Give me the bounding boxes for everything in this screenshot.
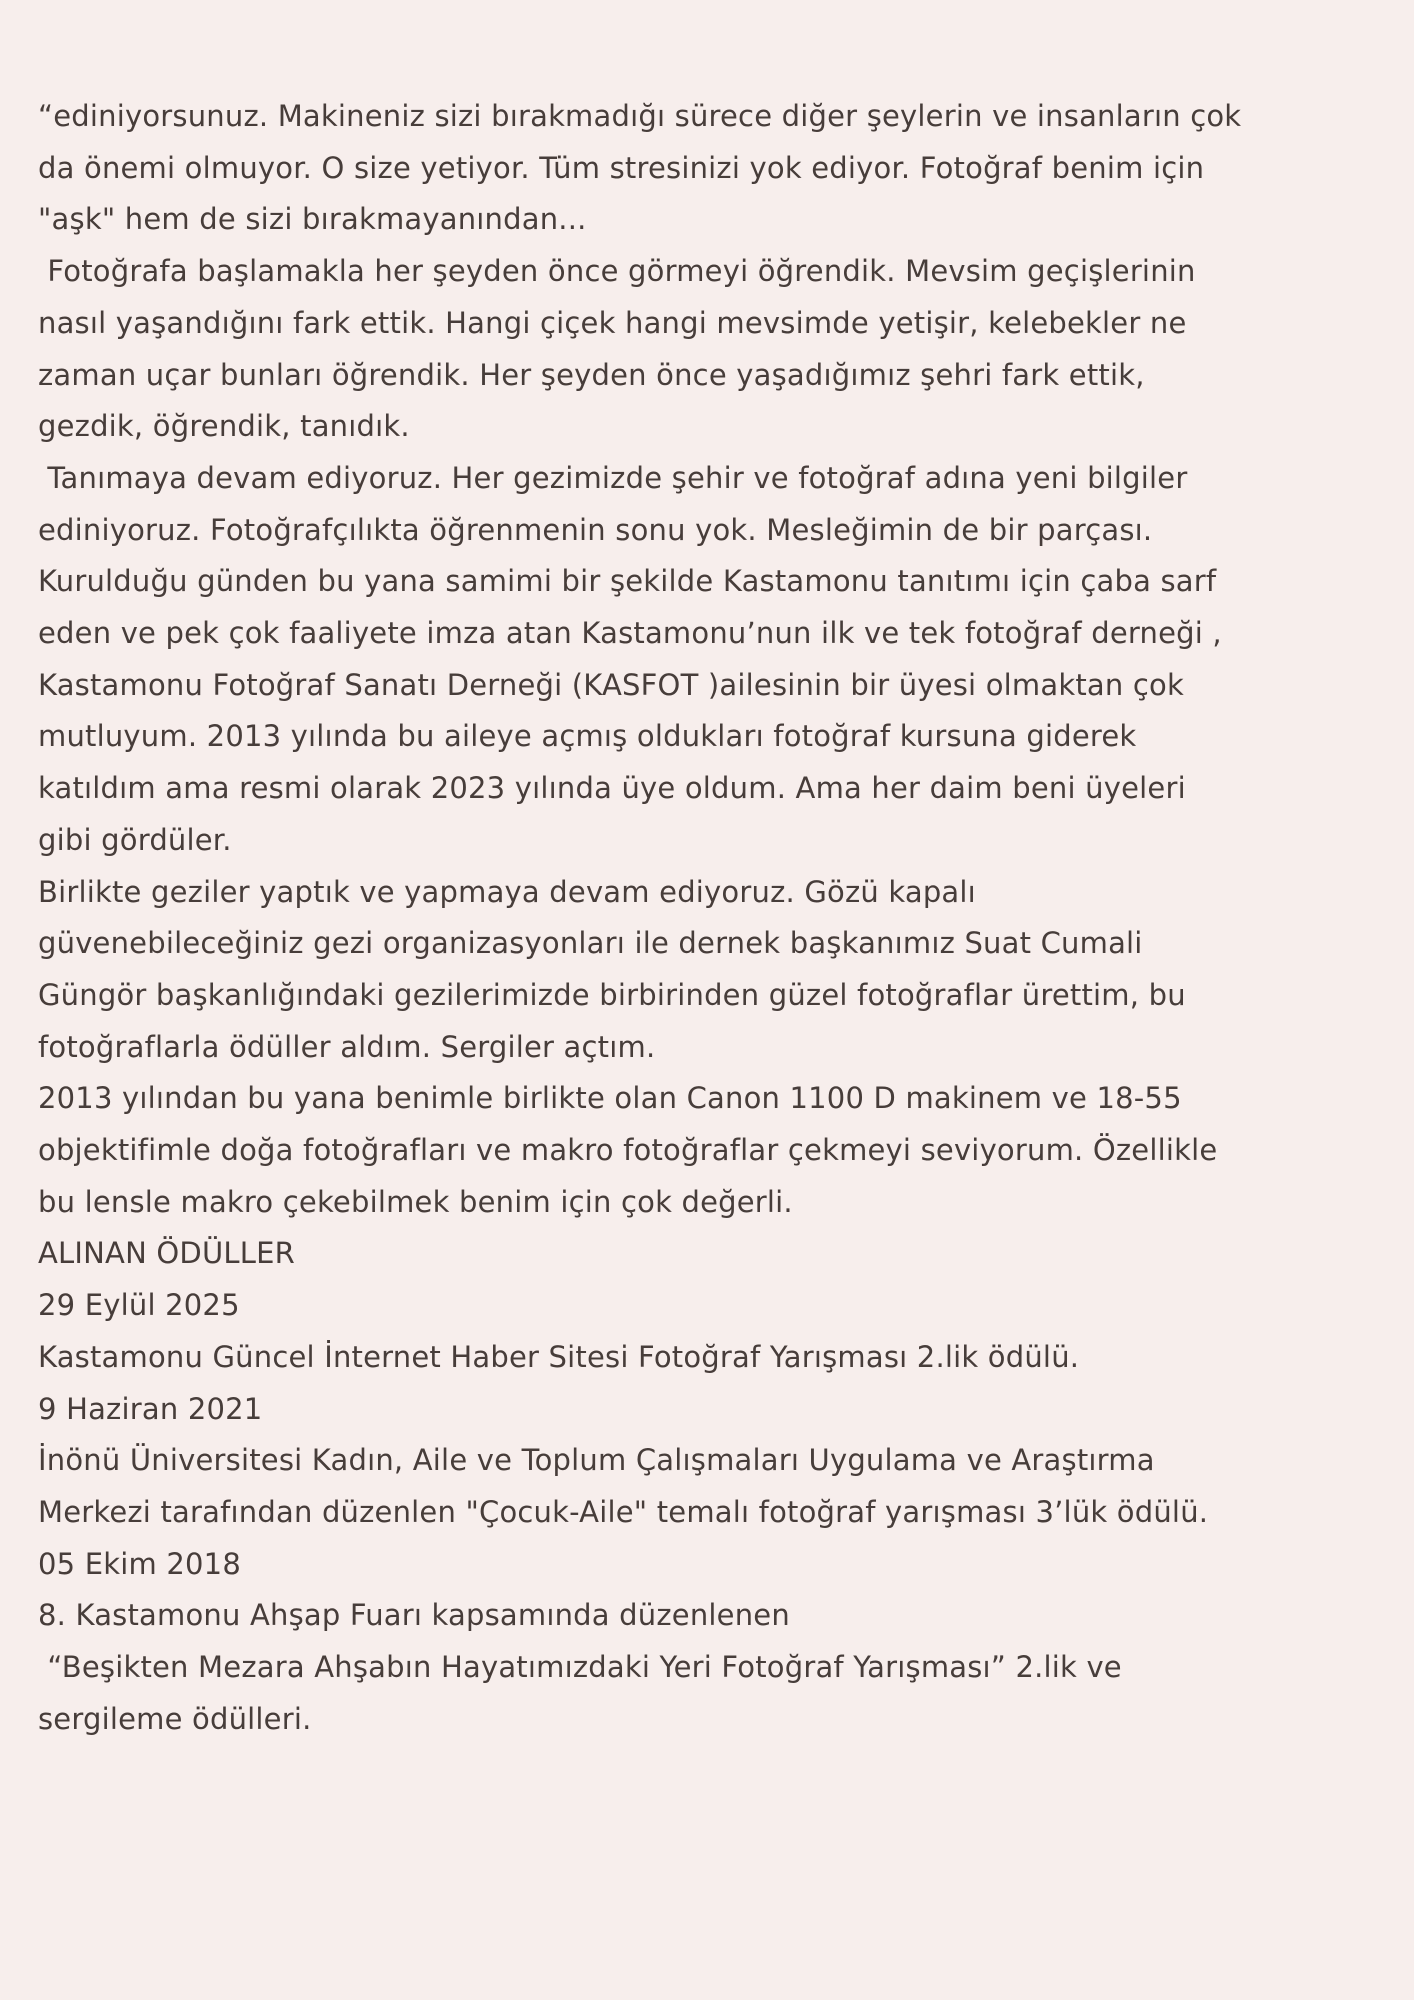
text-line: gezdik, öğrendik, tanıdık.: [38, 409, 410, 444]
text-line: objektifimle doğa fotoğrafları ve makro fotoğraflar çekmeyi seviyorum. Özellikle: [38, 1133, 1218, 1168]
text-line: da önemi olmuyor. O size yetiyor. Tüm stresinizi yok ediyor. Fotoğraf benim için: [38, 150, 1205, 185]
text-line: mutluyum. 2013 yılında bu aileye açmış oldukları fotoğraf kursuna giderek: [38, 719, 1137, 754]
text-line: 05 Ekim 2018: [38, 1546, 241, 1581]
text-line: nasıl yaşandığını fark ettik. Hangi çiçek hangi mevsimde yetişir, kelebekler ne: [38, 305, 1187, 340]
text-line: Fotoğrafa başlamakla her şeyden önce görmeyi öğrendik. Mevsim geçişlerinin: [38, 254, 1196, 289]
text-line: 2013 yılından bu yana benimle birlikte olan Canon 1100 D makinem ve 18-55: [38, 1081, 1182, 1116]
text-line: 8. Kastamonu Ahşap Fuarı kapsamında düzenlenen: [38, 1598, 790, 1633]
text-line: güvenebileceğiniz gezi organizasyonları ile dernek başkanımız Suat Cumali: [38, 926, 1143, 961]
text-line: “ediniyorsunuz. Makineniz sizi bırakmadığı sürece diğer şeylerin ve insanların çok: [38, 99, 1242, 133]
text-line: 29 Eylül 2025: [38, 1288, 240, 1323]
text-line: Merkezi tarafından düzenlen "Çocuk-Aile" temalı fotoğraf yarışması 3’lük ödülü.: [38, 1494, 1209, 1529]
text-line: Tanımaya devam ediyoruz. Her gezimizde şehir ve fotoğraf adına yeni bilgiler: [38, 460, 1188, 495]
text-line: ALINAN ÖDÜLLER: [38, 1236, 295, 1271]
text-line: “Beşikten Mezara Ahşabın Hayatımızdaki Yeri Fotoğraf Yarışması” 2.lik ve: [38, 1650, 1122, 1685]
text-line: Kastamonu Güncel İnternet Haber Sitesi Fotoğraf Yarışması 2.lik ödülü.: [38, 1339, 1080, 1374]
text-line: Güngör başkanlığındaki gezilerimizde birbirinden güzel fotoğraflar ürettim, bu: [38, 977, 1186, 1012]
text-line: Kastamonu Fotoğraf Sanatı Derneği (KASFOT )ailesinin bir üyesi olmaktan çok: [38, 667, 1184, 702]
text-line: "aşk" hem de sizi bırakmayanından...: [38, 202, 587, 237]
text-line: fotoğraflarla ödüller aldım. Sergiler açtım.: [38, 1029, 656, 1064]
article-text-block: [38, 91, 1386, 1746]
text-line: Birlikte geziler yaptık ve yapmaya devam ediyoruz. Gözü kapalı: [38, 874, 976, 909]
text-line: katıldım ama resmi olarak 2023 yılında üye oldum. Ama her daim beni üyeleri: [38, 771, 1186, 806]
text-line: Kurulduğu günden bu yana samimi bir şekilde Kastamonu tanıtımı için çaba sarf: [38, 564, 1217, 599]
text-line: sergileme ödülleri.: [38, 1701, 312, 1736]
text-line: bu lensle makro çekebilmek benim için çok değerli.: [38, 1184, 793, 1219]
text-line: eden ve pek çok faaliyete imza atan Kastamonu’nun ilk ve tek fotoğraf derneği ,: [38, 616, 1222, 651]
text-line: gibi gördüler.: [38, 822, 232, 857]
text-line: ediniyoruz. Fotoğrafçılıkta öğrenmenin sonu yok. Mesleğimin de bir parçası.: [38, 512, 1153, 547]
text-line: 9 Haziran 2021: [38, 1391, 263, 1426]
text-line: İnönü Üniversitesi Kadın, Aile ve Toplum Çalışmaları Uygulama ve Araştırma: [38, 1443, 1155, 1478]
text-line: zaman uçar bunları öğrendik. Her şeyden önce yaşadığımız şehri fark ettik,: [38, 357, 1145, 392]
